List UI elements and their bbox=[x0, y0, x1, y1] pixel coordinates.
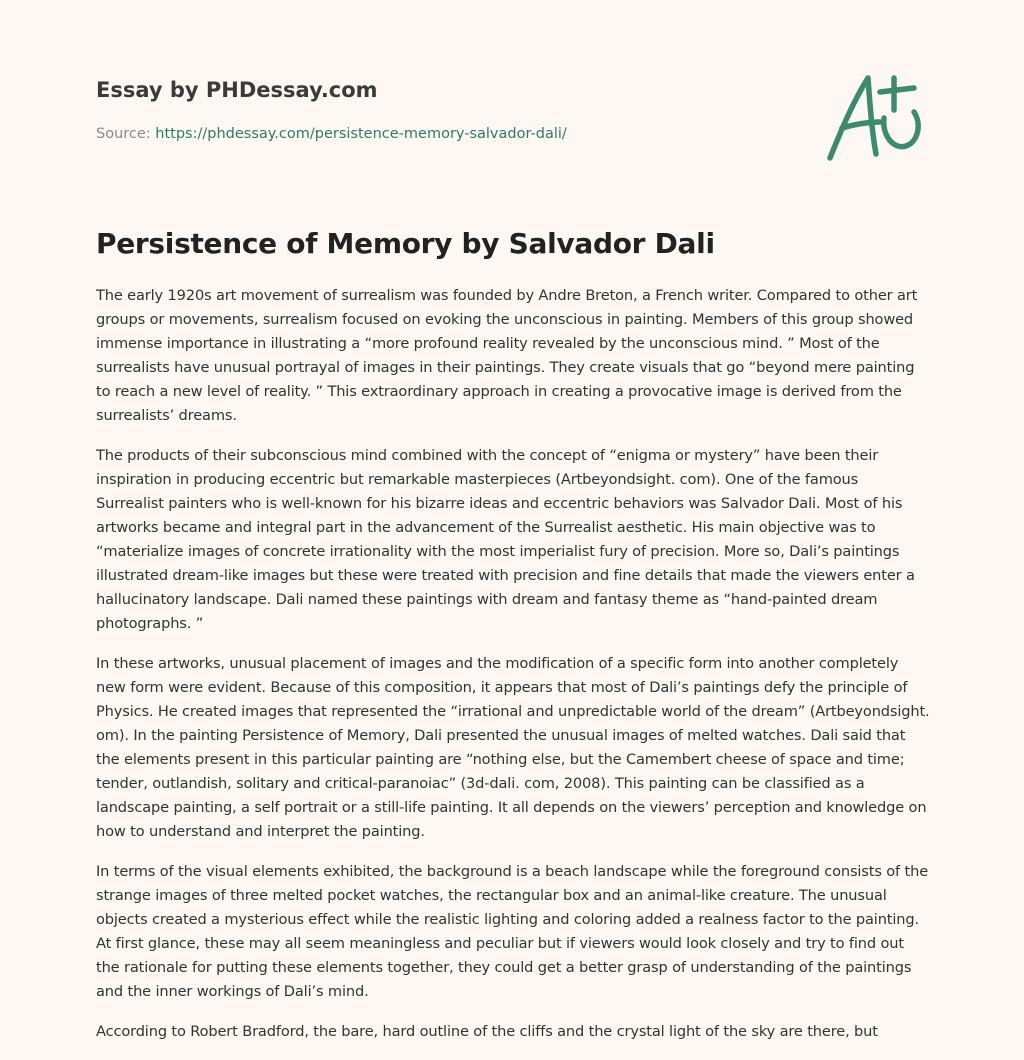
paragraph: The products of their subconscious mind combined with the concept of “enigma or mystery” have been their inspiration in producing eccentric but remarkable masterpieces (Artbeyondsight. com). One of the famous Surrealist painters who is well-known for his bizarre ideas and eccentric behaviors was Salvador Dali. Most of his artworks became and integral part in the advancement of the Surrealist aesthetic. His main objective was to “materialize images of concrete irrationality with the most imperialist fury of precision. More so, Dali’s paintings illustrated dream-like images but these were treated with precision and fine details that made the viewers enter a hallucinatory landscape. Dali named these paintings with dream and fantasy theme as “hand-painted dream photographs. ” bbox=[96, 447, 915, 632]
paragraph: In terms of the visual elements exhibited, the background is a beach landscape while the foreground consists of the strange images of three melted pocket watches, the rectangular box and an animal-like creature. The unusual objects created a mysterious effect while the realistic lighting and coloring added a realness factor to the painting. At first glance, these may all seem meaningless and peculiar but if viewers would look closely and try to find out the rationale for putting these elements together, they could get a better grasp of understanding of the paintings and the inner workings of Dali’s mind. bbox=[96, 863, 929, 1000]
paragraph: According to Robert Bradford, the bare, hard outline of the cliffs and the crystal light of the sky are there, but bbox=[96, 1023, 878, 1040]
brand-title: Essay by PHDessay.com bbox=[96, 78, 378, 102]
header bbox=[96, 76, 816, 144]
article-body bbox=[96, 284, 930, 1060]
source-link[interactable]: https://phdessay.com/persistence-memory-salvador-dali/ bbox=[155, 126, 567, 142]
a-plus-icon bbox=[820, 66, 930, 166]
paragraph: In these artworks, unusual placement of images and the modification of a specific form into another completely new form were evident. Because of this composition, it appears that most of Dali’s paintings defy the principle of Physics. He created images that represented the “irrational and unpredictable world of the dream” (Artbeyondsight. om). In the painting Persistence of Memory, Dali presented the unusual images of melted watches. Dali said that the elements present in this particular painting are “nothing else, but the Camembert cheese of space and time; tender, outlandish, solitary and critical-paranoiac” (3d-dali. com, 2008). This painting can be classified as a landscape painting, a self portrait or a still-life painting. It all depends on the viewers’ perception and knowledge on how to understand and interpret the painting. bbox=[96, 655, 930, 840]
source-line bbox=[96, 124, 816, 144]
article-title: Persistence of Memory by Salvador Dali bbox=[96, 227, 715, 260]
source-label: Source: bbox=[96, 126, 156, 142]
paragraph: The early 1920s art movement of surrealism was founded by Andre Breton, a French writer. Compared to other art groups or movements, surrealism focused on evoking the unconscious in painting. Members of this group showed immense importance in illustrating a “more profound reality revealed by the unconscious mind. ” Most of the surrealists have unusual portrayal of images in their paintings. They create visuals that go “beyond mere painting to reach a new level of reality. ” This extraordinary approach in creating a provocative image is derived from the surrealists’ dreams. bbox=[96, 287, 918, 424]
